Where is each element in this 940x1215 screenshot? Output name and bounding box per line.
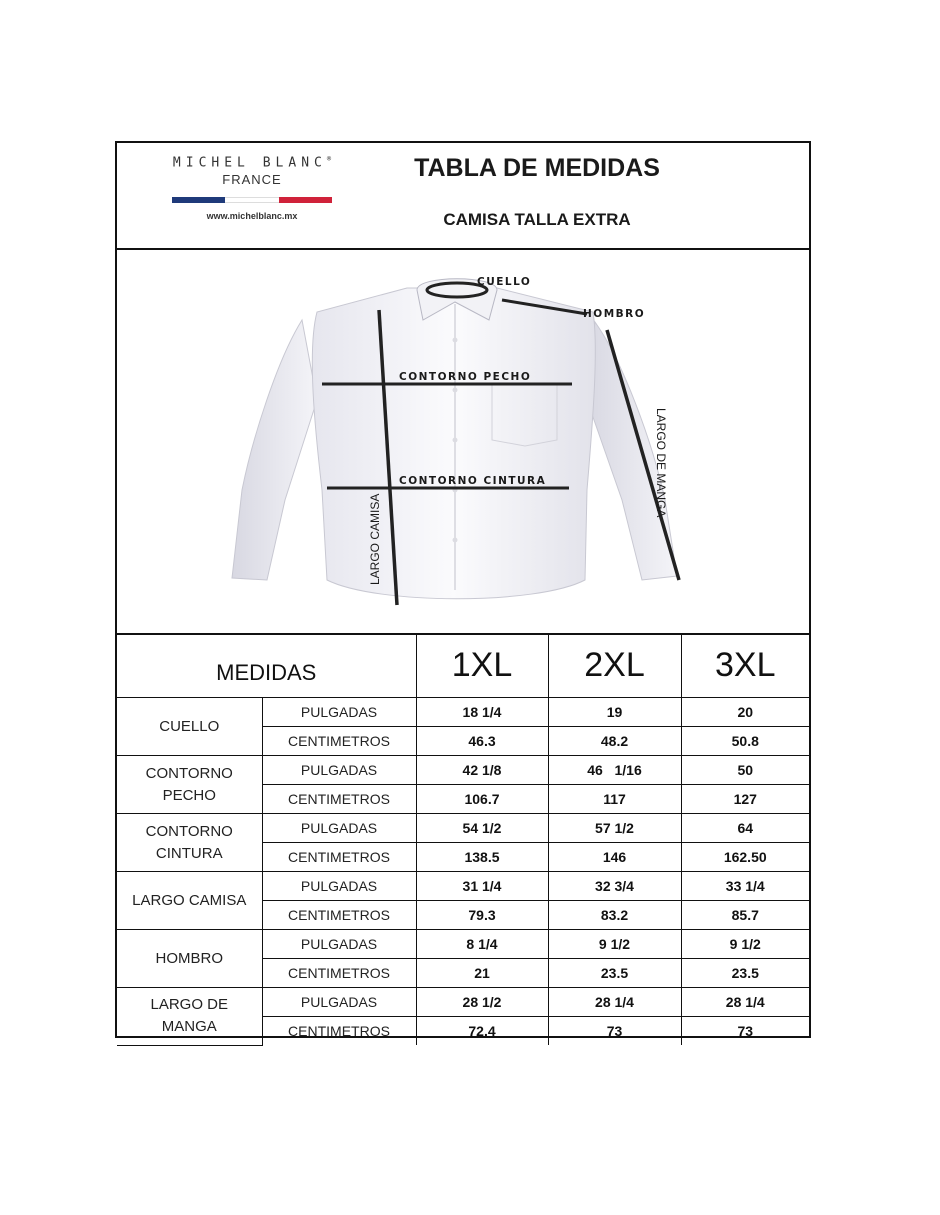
measurement-name <box>117 756 262 814</box>
header-medidas: MEDIDAS <box>117 634 416 698</box>
size-value-cell: 23.5 <box>681 959 809 988</box>
size-value-cell: 138.5 <box>416 843 548 872</box>
size-value-cell: 46.3 <box>416 727 548 756</box>
size-value-cell: 72.4 <box>416 1017 548 1046</box>
unit-label: PULGADAS <box>262 872 416 901</box>
label-contorno-cintura: CONTORNO CINTURA <box>399 475 547 487</box>
size-value-cell: 9 1/2 <box>548 930 681 959</box>
table-row <box>117 698 809 727</box>
size-value-cell: 146 <box>548 843 681 872</box>
header-size-2xl: 2XL <box>548 634 681 698</box>
header-size-3xl: 3XL <box>681 634 809 698</box>
label-largo-camisa: LARGO CAMISA <box>368 493 382 585</box>
size-value-cell: 18 1/4 <box>416 698 548 727</box>
measurement-name-line1: CONTORNO <box>145 764 233 782</box>
table-header-row <box>117 634 809 698</box>
size-value-cell: 19 <box>548 698 681 727</box>
unit-label: CENTIMETROS <box>262 785 416 814</box>
unit-label: CENTIMETROS <box>262 843 416 872</box>
unit-label: PULGADAS <box>262 814 416 843</box>
measurement-name-line1: HOMBRO <box>155 949 223 967</box>
size-value-cell: 73 <box>548 1017 681 1046</box>
size-value-cell: 33 1/4 <box>681 872 809 901</box>
brand-website: www.michelblanc.mx <box>206 211 298 222</box>
shirt-body <box>312 288 595 599</box>
size-value-cell: 64 <box>681 814 809 843</box>
measurement-name <box>117 814 262 872</box>
size-value-cell: 8 1/4 <box>416 930 548 959</box>
flag-blue <box>172 197 225 203</box>
size-value-cell: 85.7 <box>681 901 809 930</box>
size-value-cell: 28 1/4 <box>548 988 681 1017</box>
unit-label: CENTIMETROS <box>262 727 416 756</box>
size-table <box>117 634 809 1046</box>
table-row <box>117 930 809 959</box>
unit-label: CENTIMETROS <box>262 901 416 930</box>
unit-label: PULGADAS <box>262 930 416 959</box>
left-sleeve <box>232 320 317 580</box>
flag-red <box>279 197 332 203</box>
size-value-cell: 79.3 <box>416 901 548 930</box>
measurement-name-line1: LARGO CAMISA <box>132 891 247 909</box>
size-value-cell: 73 <box>681 1017 809 1046</box>
size-value-cell: 28 1/4 <box>681 988 809 1017</box>
measurement-name-line2: CINTURA <box>155 844 223 862</box>
label-contorno-pecho: CONTORNO PECHO <box>399 371 532 383</box>
header-size-1xl: 1XL <box>416 634 548 698</box>
unit-label: PULGADAS <box>262 988 416 1017</box>
table-row <box>117 814 809 843</box>
label-largo-manga: LARGO DE MANGA <box>654 408 668 518</box>
size-value-cell: 50.8 <box>681 727 809 756</box>
size-value-cell: 117 <box>548 785 681 814</box>
size-value-cell: 21 <box>416 959 548 988</box>
size-value-cell: 32 3/4 <box>548 872 681 901</box>
size-value-cell: 48.2 <box>548 727 681 756</box>
size-value-cell: 54 1/2 <box>416 814 548 843</box>
shirt-measurement-diagram <box>117 250 809 635</box>
chart-header <box>117 143 809 250</box>
measurement-name <box>117 698 262 756</box>
size-value-cell: 20 <box>681 698 809 727</box>
page-subtitle: CAMISA TALLA EXTRA <box>443 210 631 229</box>
measurement-name <box>117 930 262 988</box>
unit-label: CENTIMETROS <box>262 1017 416 1046</box>
flag-white <box>225 197 278 203</box>
size-value-cell: 127 <box>681 785 809 814</box>
brand-country: FRANCE <box>222 172 282 188</box>
measurement-name-line2: PECHO <box>162 786 216 804</box>
size-value-cell: 42 1/8 <box>416 756 548 785</box>
measurement-name-line1: LARGO DE <box>150 996 229 1014</box>
measurement-name-line1: CONTORNO <box>145 822 233 840</box>
label-cuello: CUELLO <box>477 276 532 288</box>
size-value-cell: 9 1/2 <box>681 930 809 959</box>
size-value-cell: 83.2 <box>548 901 681 930</box>
size-value-cell: 162.50 <box>681 843 809 872</box>
size-chart-sheet <box>115 141 811 1038</box>
brand-logo <box>157 151 347 221</box>
table-row <box>117 872 809 901</box>
flag-stripe <box>172 197 332 203</box>
page-title: TABLA DE MEDIDAS <box>414 154 660 182</box>
size-value-cell: 106.7 <box>416 785 548 814</box>
table-row <box>117 988 809 1017</box>
size-value-cell: 46 1/16 <box>548 756 681 785</box>
measurement-name <box>117 872 262 930</box>
size-value-cell: 23.5 <box>548 959 681 988</box>
trademark-mark: ® <box>326 155 332 163</box>
size-value-cell: 28 1/2 <box>416 988 548 1017</box>
size-value-cell: 50 <box>681 756 809 785</box>
unit-label: PULGADAS <box>262 756 416 785</box>
brand-name: MICHEL BLANC <box>172 155 327 171</box>
measurement-name-line2: MANGA <box>161 1018 217 1036</box>
label-hombro: HOMBRO <box>583 308 646 320</box>
unit-label: PULGADAS <box>262 698 416 727</box>
unit-label: CENTIMETROS <box>262 959 416 988</box>
size-value-cell: 57 1/2 <box>548 814 681 843</box>
size-value-cell: 31 1/4 <box>416 872 548 901</box>
shirt-illustration <box>117 250 809 633</box>
table-row <box>117 756 809 785</box>
measurement-name <box>117 988 262 1046</box>
measurement-name-line1: CUELLO <box>159 717 220 735</box>
